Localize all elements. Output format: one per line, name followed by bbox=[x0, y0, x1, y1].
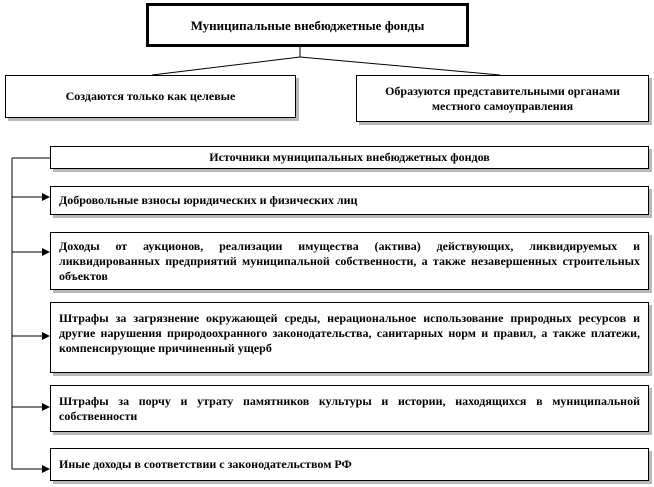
source-item-label: Штрафы за порчу и утрату памятников культуры и истории, находящихся в муниципальной собственности bbox=[59, 394, 640, 423]
sources-header-label: Источники муниципальных внебюджетных фондов bbox=[209, 150, 490, 164]
source-item bbox=[50, 232, 649, 290]
root-node bbox=[146, 3, 469, 47]
source-item-label: Иные доходы в соответствии с законодательством РФ bbox=[59, 457, 352, 471]
branch-node-targeted bbox=[5, 75, 296, 118]
branch-node-formed-by-label: Образуются представительными органами местного самоуправления bbox=[385, 83, 620, 113]
source-item bbox=[50, 385, 649, 432]
connector-root-right bbox=[300, 57, 500, 75]
sources-header-node bbox=[50, 146, 649, 169]
source-item-label: Штрафы за загрязнение окружающей среды, нерациональное использование природных ресурсов и другие нарушения природоохранного законодательства, санитарных норм и правил, а также платежи, компенсирующие причиненный ущерб bbox=[59, 311, 640, 355]
branch-node-targeted-label: Создаются только как целевые bbox=[65, 89, 236, 103]
source-item bbox=[50, 448, 649, 481]
branch-node-formed-by bbox=[356, 75, 649, 122]
source-item-label: Доходы от аукционов, реализации имущества (актива) действующих, ликвидируемых и ликвидированных предприятий муниципальной собственности, а также незавершенных строительных объектов bbox=[59, 239, 640, 283]
source-item bbox=[50, 186, 649, 215]
source-item-label: Добровольные взносы юридических и физических лиц bbox=[59, 193, 358, 207]
connector-root-left bbox=[152, 57, 300, 75]
root-node-label: Муниципальные внебюджетные фонды bbox=[190, 17, 425, 33]
source-item bbox=[50, 302, 649, 373]
